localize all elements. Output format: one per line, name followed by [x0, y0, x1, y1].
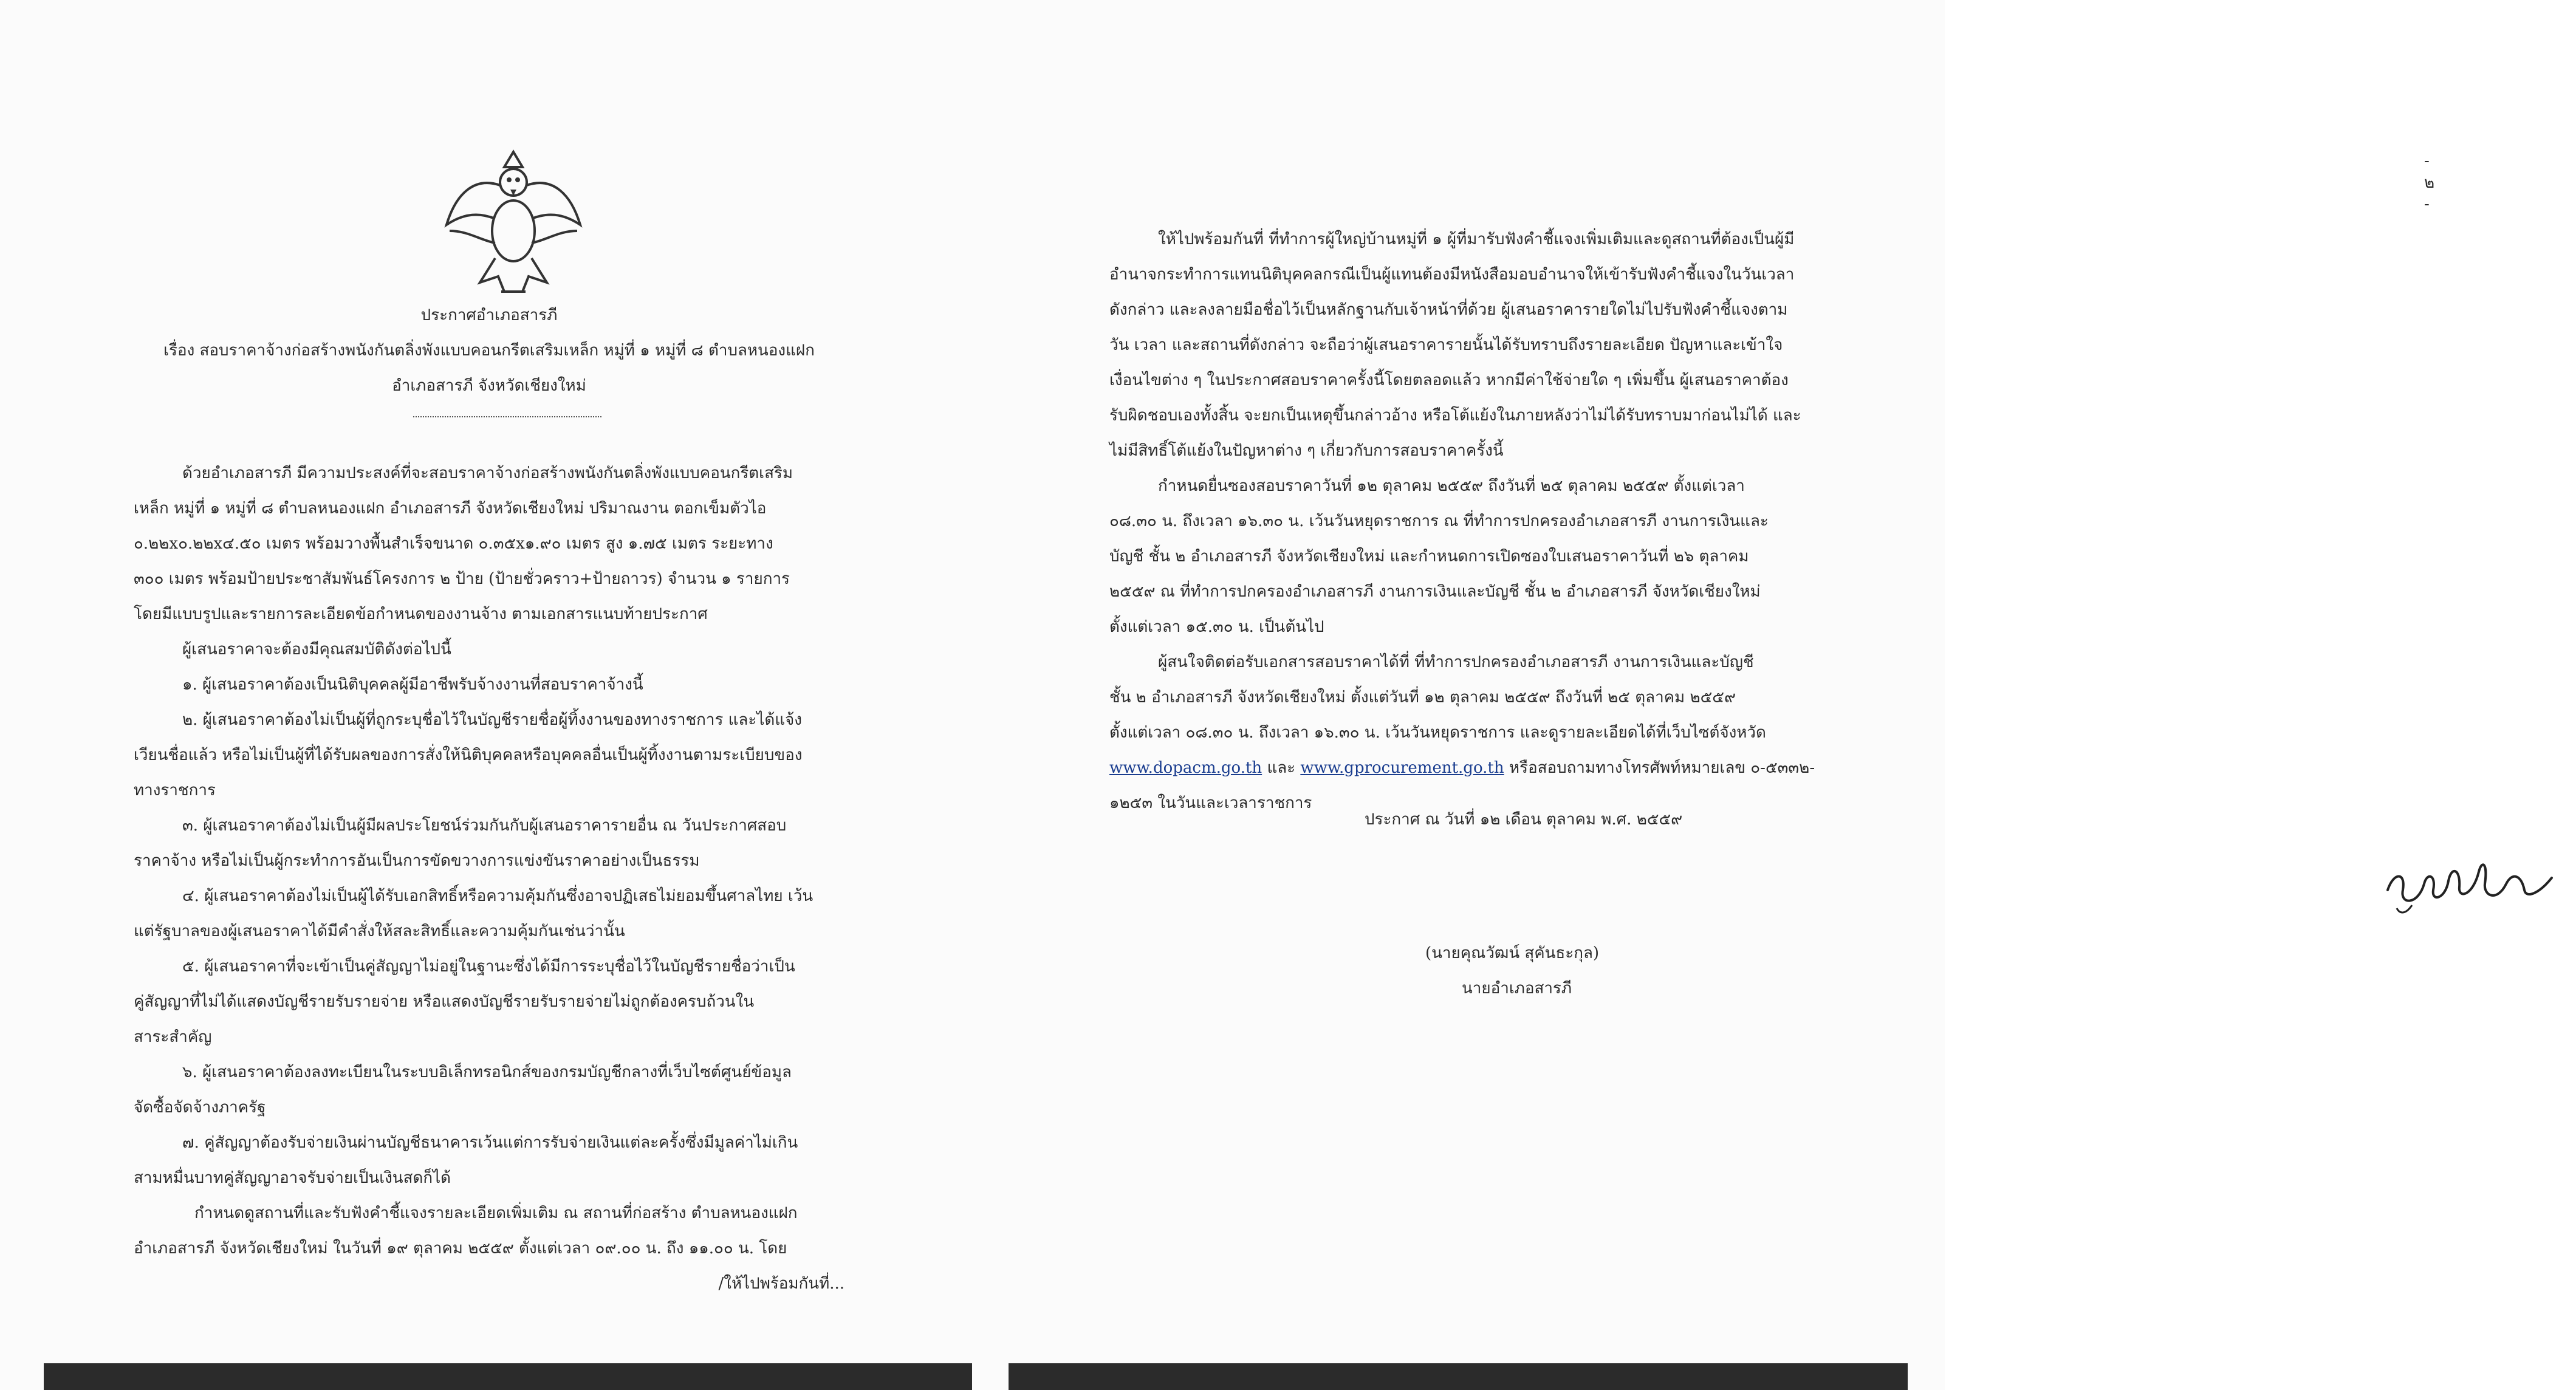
paragraph-line: เงื่อนไขต่าง ๆ ในประกาศสอบราคาครั้งนี้โดยตลอดแล้ว หากมีค่าใช้จ่ายใด ๆ เพิ่มขึ้น ผู้เสนอราคาต้อง — [1109, 371, 1789, 389]
qualification-line: คู่สัญญาที่ไม่ได้แสดงบัญชีรายรับรายจ่าย หรือแสดงบัญชีรายรับรายจ่ายไม่ถูกต้องครบถ้วนใน — [134, 993, 755, 1011]
dopa-website-link[interactable]: www.dopacm.go.th — [1109, 759, 1262, 777]
qualification-line: ๒. ผู้เสนอราคาต้องไม่เป็นผู้ที่ถูกระบุชื่อไว้ในบัญชีรายชื่อผู้ทิ้งงานของทางราชการ และได้แจ้ง — [182, 711, 802, 729]
site-visit-line: อำเภอสารภี จังหวัดเชียงใหม่ ในวันที่ ๑๙ ตุลาคม ๒๕๕๙ ตั้งแต่เวลา ๐๙.๐๐ น. ถึง ๑๑.๐๐ น. โดย — [134, 1239, 787, 1258]
paragraph-line: ดังกล่าว และลงลายมือชื่อไว้เป็นหลักฐานกับเจ้าหน้าที่ด้วย ผู้เสนอราคารายใดไม่ไปรับฟังคำชี้แจงตาม — [1109, 301, 1788, 319]
signer-title: นายอำเภอสารภี — [1462, 979, 1572, 998]
phone-text: หรือสอบถามทางโทรศัพท์หมายเลข ๐-๕๓๓๒- — [1509, 759, 1815, 777]
paragraph-line: อำนาจกระทำการแทนนิติบุคคลกรณีเป็นผู้แทนต้องมีหนังสือมอบอำนาจให้เข้ารับฟังคำชี้แจงในวันเวลา — [1109, 265, 1795, 284]
qualification-line: ราคาจ้าง หรือไม่เป็นผู้กระทำการอันเป็นการขัดขวางการแข่งขันราคาอย่างเป็นธรรม — [134, 852, 700, 870]
paragraph-line: ๐๘.๓๐ น. ถึงเวลา ๑๖.๓๐ น. เว้นวันหยุดราชการ ณ ที่ทำการปกครองอำเภอสารภี งานการเงินและ — [1109, 512, 1769, 530]
qualification-line: ๗. คู่สัญญาต้องรับจ่ายเงินผ่านบัญชีธนาคารเว้นแต่การรับจ่ายเงินแต่ละครั้งซึ่งมีมูลค่าไม่เกิน — [182, 1134, 798, 1152]
gprocurement-website-link[interactable]: www.gprocurement.go.th — [1300, 759, 1504, 777]
links-line — [1109, 750, 1820, 786]
intro-line: ด้วยอำเภอสารภี มีความประสงค์ที่จะสอบราคาจ้างก่อสร้างพนังกันตลิ่งพังแบบคอนกรีตเสริม — [182, 464, 793, 482]
continuation-note: /ให้ไปพร้อมกันที่... — [718, 1275, 844, 1293]
qualifications-heading: ผู้เสนอราคาจะต้องมีคุณสมบัติดังต่อไปนี้ — [182, 640, 451, 659]
paragraph-line: ๑๒๕๓ ในวันและเวลาราชการ — [1109, 794, 1312, 812]
qualification-line: ๓. ผู้เสนอราคาต้องไม่เป็นผู้มีผลประโยชน์ร่วมกันกับผู้เสนอราคารายอื่น ณ วันประกาศสอบ — [182, 817, 787, 835]
qualification-line: จัดซื้อจัดจ้างภาครัฐ — [134, 1098, 266, 1117]
signature-image — [2376, 847, 2576, 920]
qualification-line: ๑. ผู้เสนอราคาต้องเป็นนิติบุคคลผู้มีอาชีพรับจ้างงานที่สอบราคาจ้างนี้ — [182, 676, 643, 694]
separator-dots — [413, 416, 601, 417]
paragraph-line: ตั้งแต่เวลา ๐๘.๓๐ น. ถึงเวลา ๑๖.๓๐ น. เว้นวันหยุดราชการ และดูรายละเอียดได้ที่เว็บไซต์จังหวัด — [1109, 724, 1766, 742]
announcement-title: ประกาศอำเภอสารภี — [420, 306, 558, 324]
intro-line: โดยมีแบบรูปและรายการละเอียดข้อกำหนดของงานจ้าง ตามเอกสารแนบท้ายประกาศ — [134, 605, 708, 623]
announcement-subject: เรื่อง สอบราคาจ้างก่อสร้างพนังกันตลิ่งพังแบบคอนกรีตเสริมเหล็ก หมู่ที่ ๑ หมู่ที่ ๘ ตำบลหนองแฝก — [163, 341, 815, 360]
intro-line: ๓๐๐ เมตร พร้อมป้ายประชาสัมพันธ์โครงการ ๒ ป้าย (ป้ายชั่วคราว+ป้ายถาวร) จำนวน ๑ รายการ — [134, 570, 790, 588]
links-and-text: และ — [1267, 759, 1296, 777]
scan-edge-bar — [44, 1363, 972, 1390]
qualification-line: ๖. ผู้เสนอราคาต้องลงทะเบียนในระบบอิเล็กทรอนิกส์ของกรมบัญชีกลางที่เว็บไซต์ศูนย์ข้อมูล — [182, 1063, 792, 1081]
paragraph-line: ไม่มีสิทธิ์โต้แย้งในปัญหาต่าง ๆ เกี่ยวกับการสอบราคาครั้งนี้ — [1109, 442, 1504, 460]
site-visit-line: กำหนดดูสถานที่และรับฟังคำชี้แจงรายละเอียดเพิ่มเติม ณ สถานที่ก่อสร้าง ตำบลหนองแฝก — [194, 1204, 798, 1222]
qualification-line: สาระสำคัญ — [134, 1028, 212, 1046]
qualification-line: ๔. ผู้เสนอราคาต้องไม่เป็นผู้ได้รับเอกสิทธิ์หรือความคุ้มกันซึ่งอาจปฏิเสธไม่ยอมขึ้นศาลไทย เว้น — [182, 887, 814, 905]
qualification-line: เวียนชื่อแล้ว หรือไม่เป็นผู้ที่ได้รับผลของการสั่งให้นิติบุคคลหรือบุคคลอื่นเป็นผู้ทิ้งงานตามระเบียบของ — [134, 746, 803, 764]
announcement-date: ประกาศ ณ วันที่ ๑๒ เดือน ตุลาคม พ.ศ. ๒๕๕๙ — [1365, 810, 1683, 829]
paragraph-line: ๒๕๕๙ ณ ที่ทำการปกครองอำเภอสารภี งานการเงินและบัญชี ชั้น ๒ อำเภอสารภี จังหวัดเชียงใหม่ — [1109, 583, 1761, 601]
paragraph-line: ให้ไปพร้อมกันที่ ที่ทำการผู้ใหญ่บ้านหมู่ที่ ๑ ผู้ที่มารับฟังคำชี้แจงเพิ่มเติมและดูสถานที่ต้องเป็นผู้มี — [1158, 230, 1795, 248]
intro-line: ๐.๒๒x๐.๒๒x๔.๕๐ เมตร พร้อมวางพื้นสำเร็จขนาด ๐.๓๕x๑.๙๐ เมตร สูง ๑.๗๕ เมตร ระยะทาง — [134, 535, 773, 553]
qualification-line: สามหมื่นบาทคู่สัญญาอาจรับจ่ายเป็นเงินสดก็ได้ — [134, 1169, 451, 1187]
paragraph-line: ผู้สนใจติดต่อรับเอกสารสอบราคาได้ที่ ที่ทำการปกครองอำเภอสารภี งานการเงินและบัญชี — [1158, 653, 1754, 671]
paragraph-line: รับผิดชอบเองทั้งสิ้น จะยกเป็นเหตุขึ้นกล่าวอ้าง หรือโต้แย้งในภายหลังว่าไม่ได้รับทราบมาก่อนไม่ได้ และ — [1109, 406, 1801, 425]
page-number: - ๒ - — [2424, 152, 2435, 213]
scan-edge-bar — [1009, 1363, 1908, 1390]
paragraph-line: ชั้น ๒ อำเภอสารภี จังหวัดเชียงใหม่ ตั้งแต่วันที่ ๑๒ ตุลาคม ๒๕๕๙ ถึงวันที่ ๒๕ ตุลาคม ๒๕๕๙ — [1109, 688, 1736, 707]
qualification-line: แต่รัฐบาลของผู้เสนอราคาได้มีคำสั่งให้สละสิทธิ์และความคุ้มกันเช่นว่านั้น — [134, 922, 625, 940]
paragraph-line: วัน เวลา และสถานที่ดังกล่าว จะถือว่าผู้เสนอราคารายนั้นได้รับทราบถึงรายละเอียด ปัญหาและเข้าใจ — [1109, 336, 1783, 354]
signer-name: (นายคุณวัฒน์ สุคันธะกุล) — [1425, 944, 1600, 962]
announcement-location: อำเภอสารภี จังหวัดเชียงใหม่ — [392, 377, 586, 395]
paragraph-line: กำหนดยื่นซองสอบราคาวันที่ ๑๒ ตุลาคม ๒๕๕๙ ถึงวันที่ ๒๕ ตุลาคม ๒๕๕๙ ตั้งแต่เวลา — [1158, 477, 1745, 495]
qualification-line: ทางราชการ — [134, 781, 216, 799]
announcement-page-2 — [972, 0, 2435, 1390]
qualification-line: ๕. ผู้เสนอราคาที่จะเข้าเป็นคู่สัญญาไม่อยู่ในฐานะซึ่งได้มีการระบุชื่อไว้ในบัญชีรายชื่อว่าเป็น — [182, 957, 795, 976]
paragraph-line: บัญชี ชั้น ๒ อำเภอสารภี จังหวัดเชียงใหม่ และกำหนดการเปิดซองใบเสนอราคาวันที่ ๒๖ ตุลาคม — [1109, 547, 1749, 566]
garuda-emblem-icon — [437, 140, 589, 298]
paragraph-line: ตั้งแต่เวลา ๑๕.๓๐ น. เป็นต้นไป — [1109, 618, 1324, 636]
intro-line: เหล็ก หมู่ที่ ๑ หมู่ที่ ๘ ตำบลหนองแฝก อำเภอสารภี จังหวัดเชียงใหม่ ปริมาณงาน ตอกเข็มตัวไอ — [134, 499, 767, 518]
announcement-page-1 — [0, 0, 972, 1390]
